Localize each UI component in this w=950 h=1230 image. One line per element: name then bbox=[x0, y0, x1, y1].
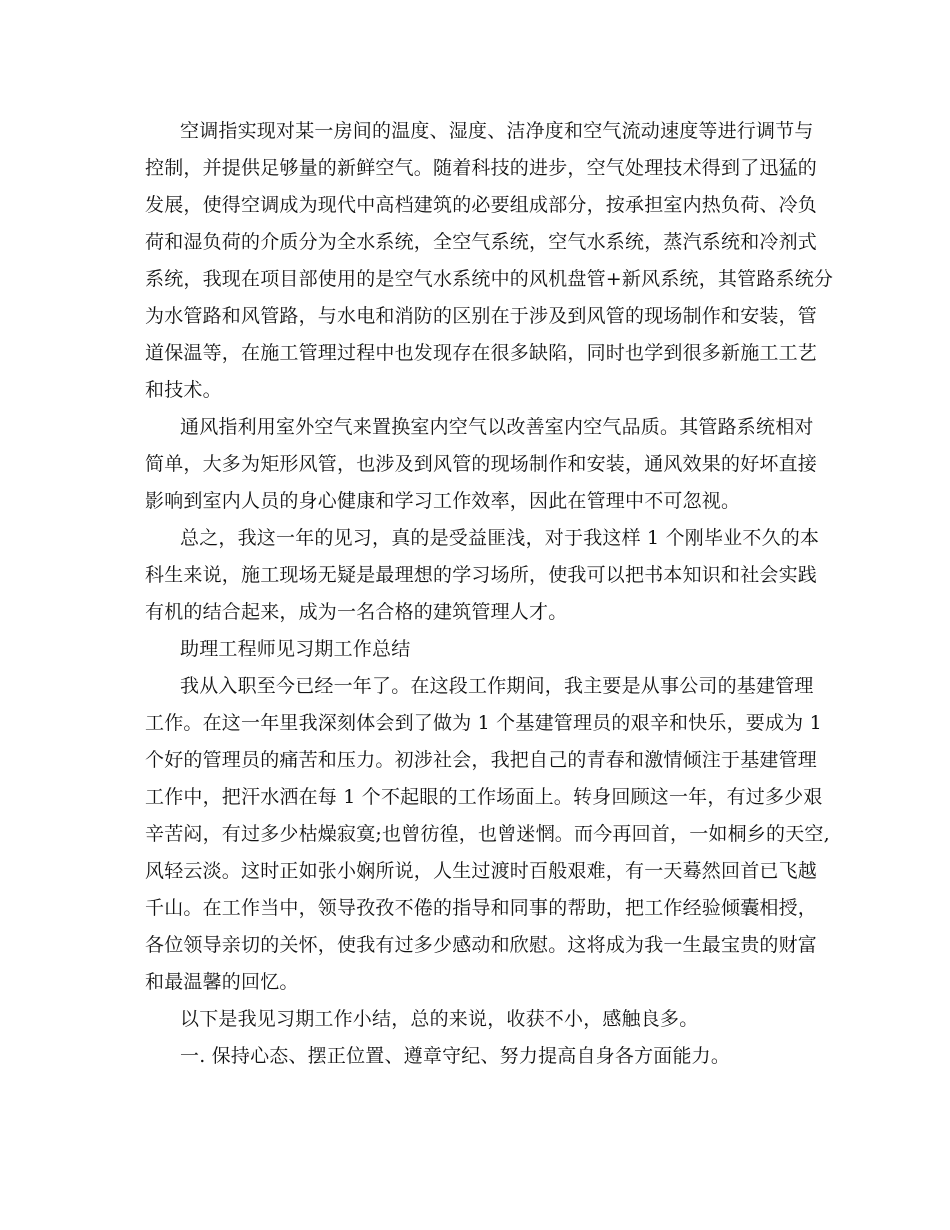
paragraph-line: 总之，我这一年的见习，真的是受益匪浅，对于我这样 1 个刚毕业不久的本 bbox=[180, 527, 820, 549]
paragraph-line: 系统，我现在项目部使用的是空气水系统中的风机盘管+新风系统，其管路系统分 bbox=[145, 268, 834, 290]
paragraph-line: 科生来说，施工现场无疑是最理想的学习场所，使我可以把书本知识和社会实践 bbox=[145, 564, 818, 586]
paragraph-line: 通风指利用室外空气来置换室内空气以改善室内空气品质。其管路系统相对 bbox=[180, 416, 814, 438]
paragraph-line: 空调指实现对某一房间的温度、湿度、洁净度和空气流动速度等进行调节与 bbox=[180, 120, 814, 142]
paragraph-line: 千山。在工作当中，领导孜孜不倦的指导和同事的帮助，把工作经验倾囊相授， bbox=[145, 897, 818, 919]
paragraph-line: 辛苦闷，有过多少枯燥寂寞;也曾彷徨，也曾迷惘。而今再回首，一如桐乡的天空, bbox=[145, 823, 830, 845]
paragraph-line: 和最温馨的回忆。 bbox=[145, 971, 299, 993]
paragraph-line: 我从入职至今已经一年了。在这段工作期间，我主要是从事公司的基建管理 bbox=[180, 675, 814, 697]
paragraph-line: 控制，并提供足够量的新鲜空气。随着科技的进步，空气处理技术得到了迅猛的 bbox=[145, 157, 818, 179]
paragraph-line: 为水管路和风管路，与水电和消防的区别在于涉及到风管的现场制作和安装，管 bbox=[145, 305, 818, 327]
paragraph-line: 工作中，把汗水洒在每 1 个不起眼的工作场面上。转身回顾这一年，有过多少艰 bbox=[145, 786, 823, 808]
section-title: 助理工程师见习期工作总结 bbox=[180, 638, 411, 660]
paragraph-line: 以下是我见习期工作小结，总的来说，收获不小，感触良多。 bbox=[180, 1008, 699, 1030]
paragraph-line: 和技术。 bbox=[145, 379, 222, 401]
paragraph-line: 道保温等，在施工管理过程中也发现存在很多缺陷，同时也学到很多新施工工艺 bbox=[145, 342, 818, 364]
paragraph-line: 影响到室内人员的身心健康和学习工作效率，因此在管理中不可忽视。 bbox=[145, 490, 741, 512]
paragraph-line: 个好的管理员的痛苦和压力。初涉社会，我把自己的青春和激情倾注于基建管理 bbox=[145, 749, 818, 771]
paragraph-line: 有机的结合起来，成为一名合格的建筑管理人才。 bbox=[145, 601, 568, 623]
paragraph-line: 发展，使得空调成为现代中高档建筑的必要组成部分，按承担室内热负荷、冷负 bbox=[145, 194, 818, 216]
paragraph-line: 一. 保持心态、摆正位置、遵章守纪、努力提高自身各方面能力。 bbox=[180, 1045, 731, 1067]
paragraph-line: 各位领导亲切的关怀，使我有过多少感动和欣慰。这将成为我一生最宝贵的财富 bbox=[145, 934, 818, 956]
paragraph-line: 简单，大多为矩形风管，也涉及到风管的现场制作和安装，通风效果的好坏直接 bbox=[145, 453, 818, 475]
paragraph-line: 工作。在这一年里我深刻体会到了做为 1 个基建管理员的艰辛和快乐，要成为 1 bbox=[145, 712, 822, 734]
paragraph-line: 风轻云淡。这时正如张小娴所说，人生过渡时百般艰难，有一天蓦然回首已飞越 bbox=[145, 860, 818, 882]
paragraph-line: 荷和湿负荷的介质分为全水系统，全空气系统，空气水系统，蒸汽系统和冷剂式 bbox=[145, 231, 818, 253]
